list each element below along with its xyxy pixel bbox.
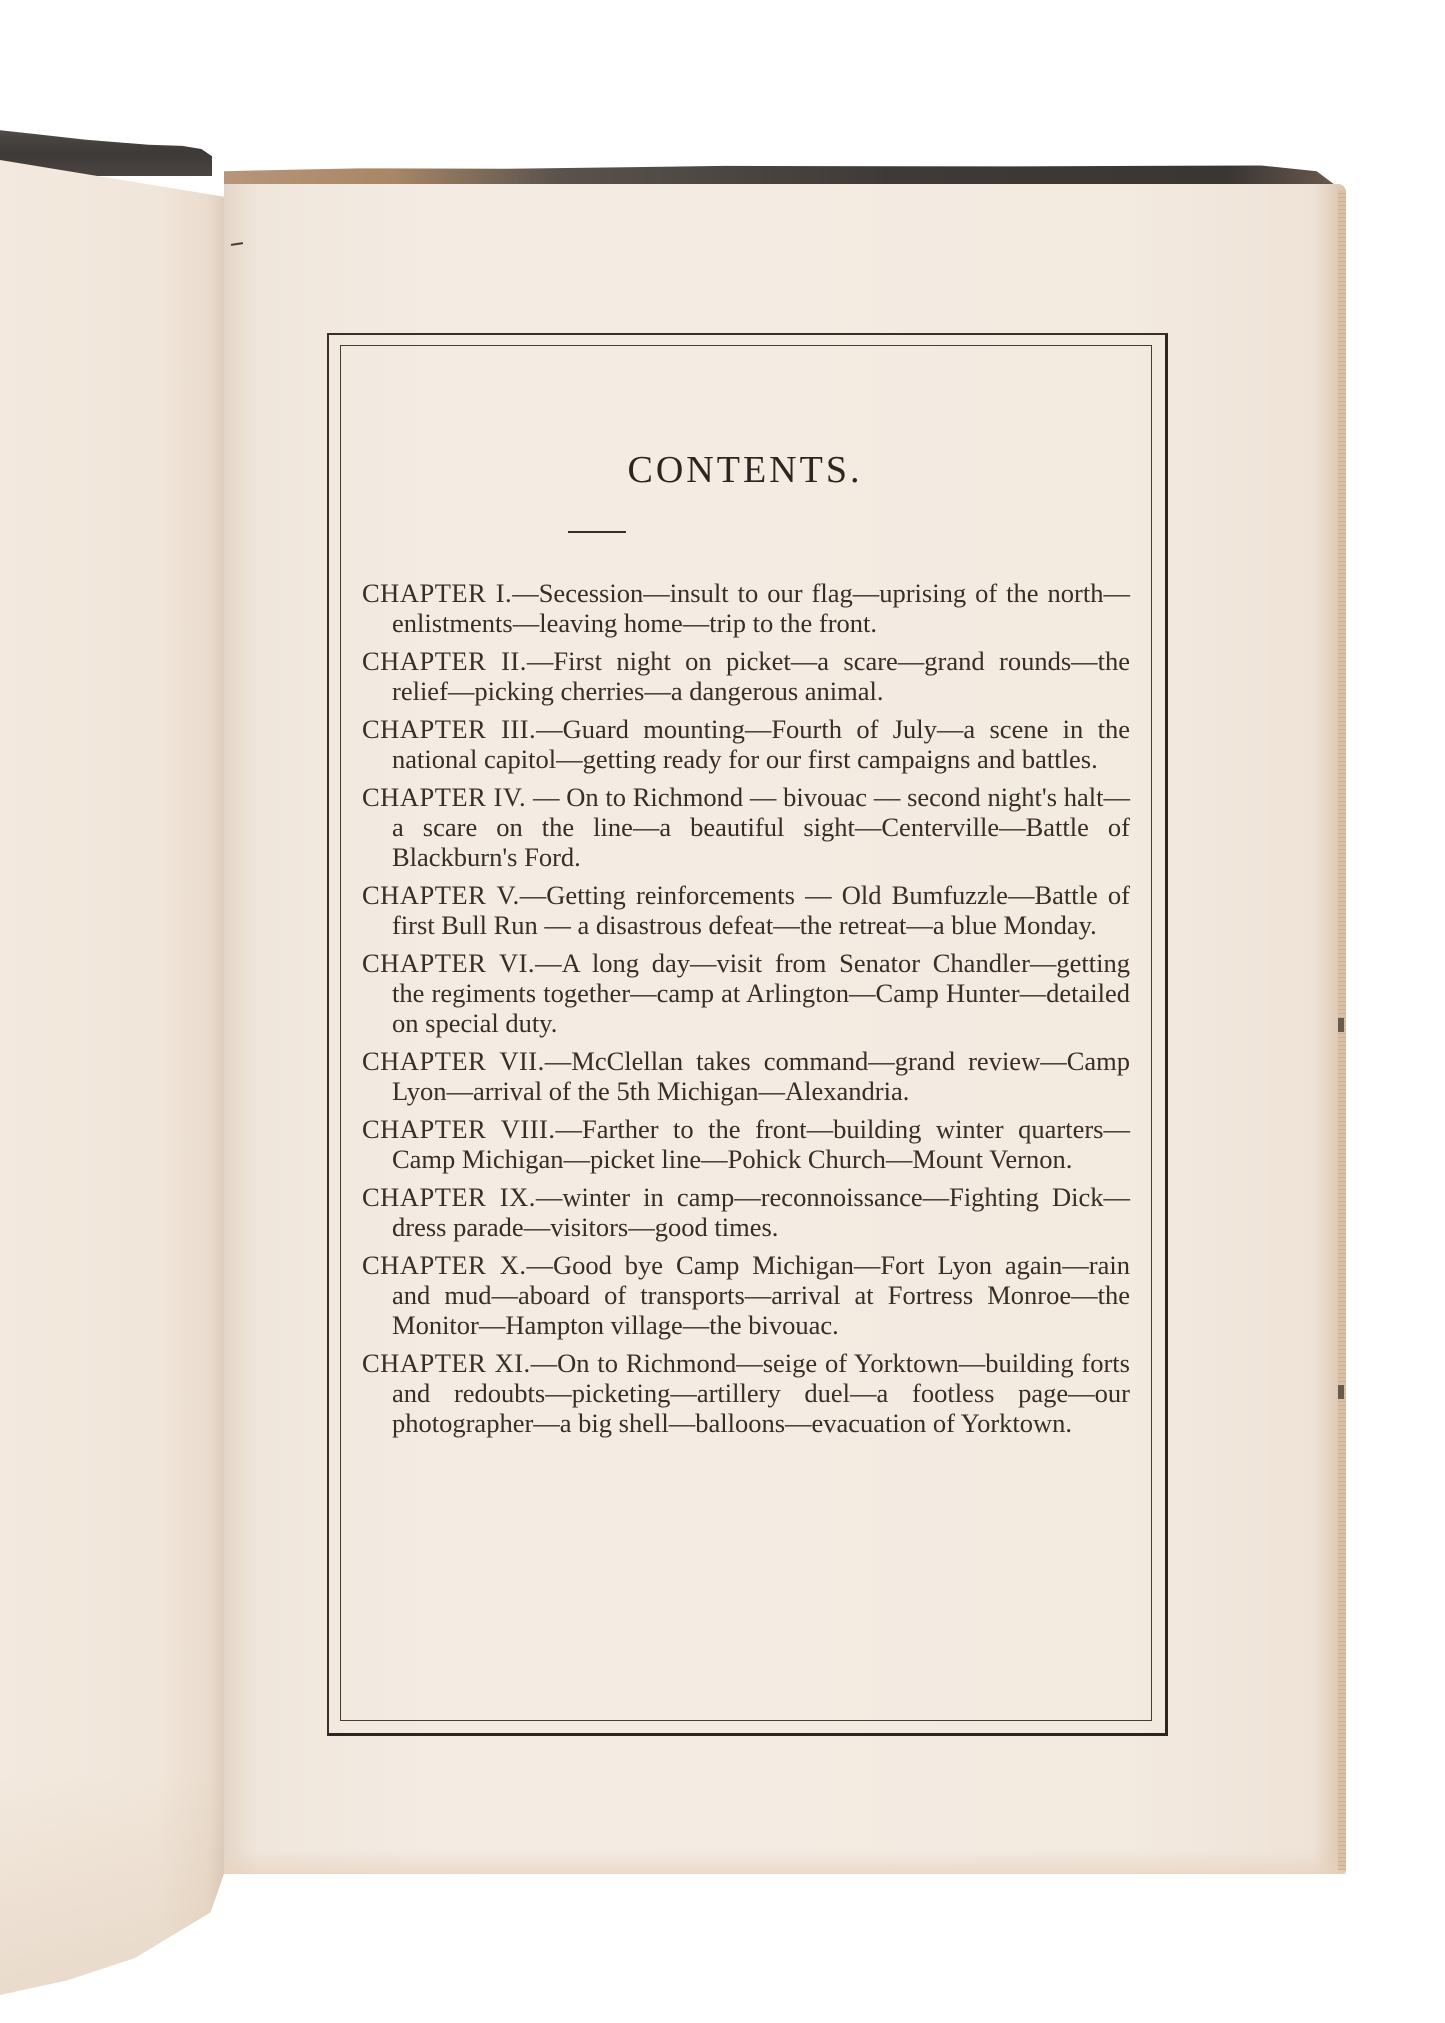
chapter-entry (362, 714, 1130, 774)
chapter-summary: —On to Richmond—seige of Yorktown—building forts and redoubts—picketing—artillery duel—a footless page—our photographer—a big shell—balloons—evacuation of Yorktown. (392, 1348, 1130, 1438)
chapter-label: CHAPTER X. (362, 1250, 527, 1280)
fore-edge-nick (1338, 1018, 1344, 1032)
chapter-label: CHAPTER VI. (362, 948, 536, 978)
chapter-label: CHAPTER XI. (362, 1348, 531, 1378)
chapter-entry (362, 1114, 1130, 1174)
chapter-summary: —Getting reinforcements — Old Bumfuzzle—Battle of first Bull Run — a disastrous defeat—the retreat—a blue Monday. (392, 880, 1130, 940)
contents-heading: CONTENTS. (627, 449, 863, 491)
chapter-label: CHAPTER IV. (362, 782, 527, 812)
chapter-summary: —A long day—visit from Senator Chandler—getting the regiments together—camp at Arlington—Camp Hunter—detailed on special duty. (392, 948, 1130, 1038)
chapter-summary: —Guard mounting—Fourth of July—a scene in the national capitol—getting ready for our first campaigns and battles. (392, 714, 1130, 774)
chapter-label: CHAPTER V. (362, 880, 520, 910)
chapter-list (362, 578, 1130, 1446)
chapter-summary: — On to Richmond — bivouac — second night's halt—a scare on the line—a beautiful sight—Centerville—Battle of Blackburn's Ford. (392, 782, 1131, 872)
chapter-entry (362, 782, 1130, 872)
chapter-summary: —First night on picket—a scare—grand rounds—the relief—picking cherries—a dangerous animal. (392, 646, 1131, 706)
chapter-entry (362, 578, 1130, 638)
chapter-summary: —Secession—insult to our flag—uprising of the north—enlistments—leaving home—trip to the front. (392, 578, 1130, 638)
chapter-entry (362, 1182, 1130, 1242)
chapter-label: CHAPTER III. (362, 714, 537, 744)
chapter-label: CHAPTER I. (362, 578, 513, 608)
chapter-summary: —Farther to the front—building winter quarters—Camp Michigan—picket line—Pohick Church—Mount Vernon. (392, 1114, 1130, 1174)
chapter-label: CHAPTER IX. (362, 1182, 536, 1212)
chapter-entry (362, 646, 1130, 706)
chapter-label: CHAPTER VII. (362, 1046, 545, 1076)
chapter-entry (362, 880, 1130, 940)
chapter-entry (362, 948, 1130, 1038)
chapter-label: CHAPTER II. (362, 646, 527, 676)
chapter-entry (362, 1250, 1130, 1340)
left-page (0, 160, 224, 1995)
fore-edge-nick (1338, 1385, 1344, 1399)
heading-rule (568, 531, 626, 533)
chapter-label: CHAPTER VIII. (362, 1114, 556, 1144)
chapter-entry (362, 1348, 1130, 1438)
chapter-summary: —Good bye Camp Michigan—Fort Lyon again—rain and mud—aboard of transports—arrival at Fortress Monroe—the Monitor—Hampton village—the bivouac. (392, 1250, 1130, 1340)
chapter-summary: —winter in camp—reconnoissance—Fighting Dick—dress parade—visitors—good times. (392, 1182, 1130, 1242)
chapter-entry (362, 1046, 1130, 1106)
chapter-summary: —McClellan takes command—grand review—Camp Lyon—arrival of the 5th Michigan—Alexandria. (392, 1046, 1131, 1106)
right-page-bottom-edge (224, 1850, 1346, 1874)
